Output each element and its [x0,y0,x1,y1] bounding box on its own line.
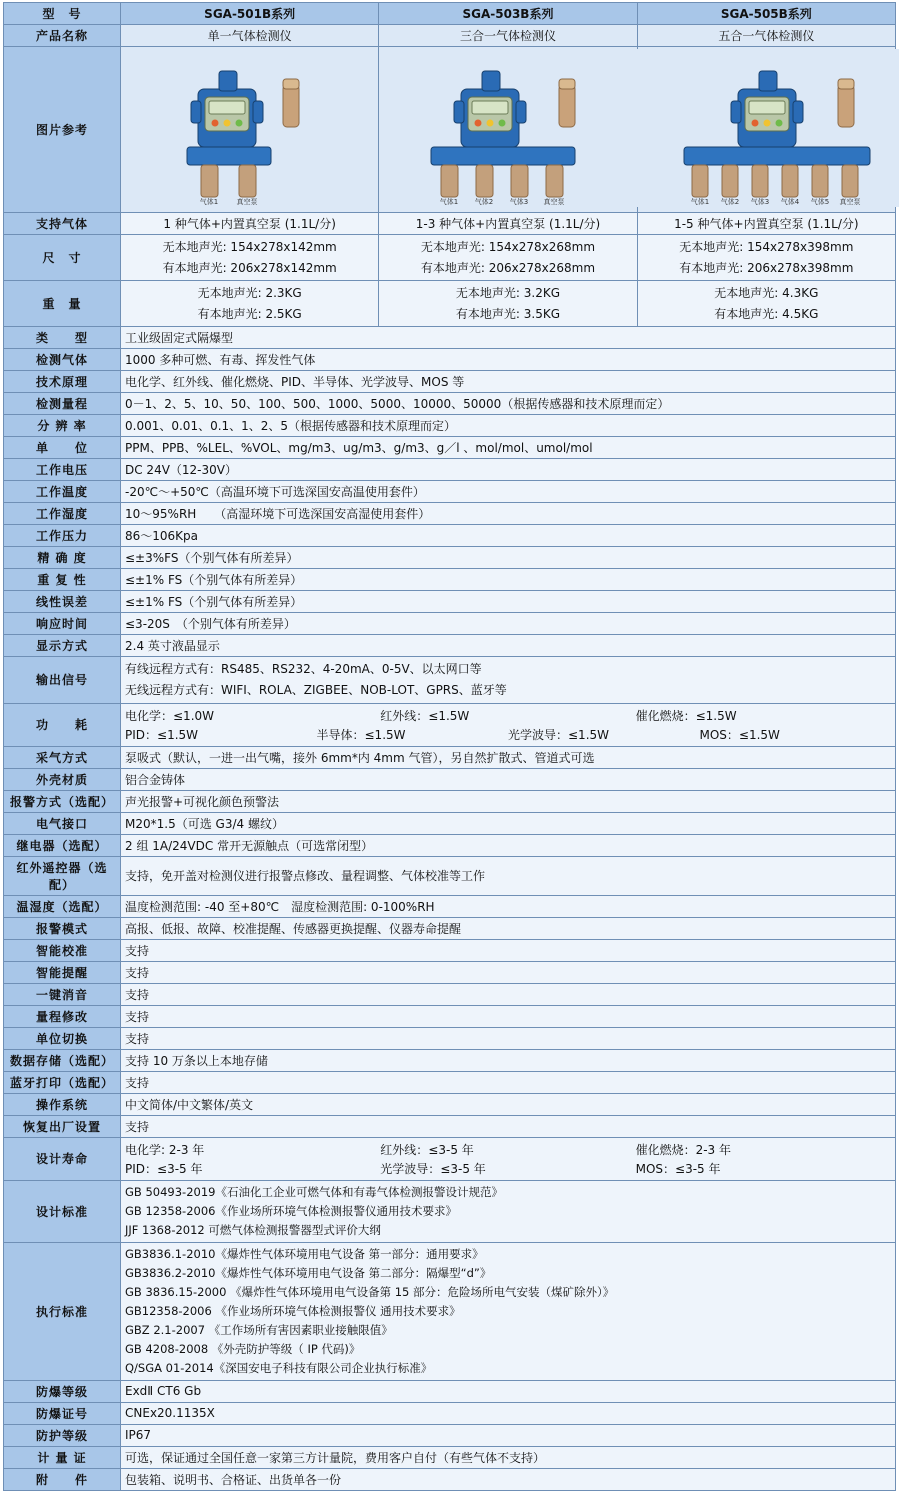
spec-value: 电化学、红外线、催化燃烧、PID、半导体、光学波导、MOS 等 [121,371,896,393]
spec-row [4,1005,896,1027]
spec-row [4,1424,896,1446]
model-col-1: SGA-501B系列 [121,3,379,25]
power-item: 光学波导：≤1.5W [508,727,610,742]
model-col-3: SGA-505B系列 [637,3,895,25]
row-design-life [4,1137,896,1180]
design-standard-list [125,1183,891,1240]
label-weight: 重 量 [4,281,121,327]
spec-row [4,1049,896,1071]
row-support-gas [4,213,896,235]
spec-label: 附 件 [4,1468,121,1490]
svg-text:气体1: 气体1 [440,198,459,206]
spec-label: 检测气体 [4,349,121,371]
spec-value: 高报、低报、故障、校准提醒、传感器更换提醒、仪器寿命提醒 [121,917,896,939]
size-3-line2: 有本地声光: 206x278x398mm [679,260,854,275]
size-1-line2: 有本地声光: 206x278x142mm [162,260,337,275]
list-item: GB 12358-2006《作业场所环境气体检测报警仪通用技术要求》 [125,1204,457,1219]
size-2 [379,235,637,281]
spec-value: 支持 [121,983,896,1005]
spec-row [4,983,896,1005]
power-item: 半导体：≤1.5W [316,727,406,742]
spec-value: ≤3-20S （个别气体有所差异） [121,613,896,635]
detector-illustration-2 [383,49,643,207]
spec-value: IP67 [121,1424,896,1446]
spec-label: 显示方式 [4,635,121,657]
spec-label: 智能提醒 [4,961,121,983]
spec-label: 蓝牙打印（选配） [4,1071,121,1093]
weight-2-line2: 有本地声光: 3.5KG [455,306,561,321]
svg-text:气体3: 气体3 [750,198,769,206]
spec-value: 0.001、0.01、0.1、1、2、5（根据传感器和技术原理而定） [121,415,896,437]
spec-label: 智能校准 [4,939,121,961]
design-life-item: MOS：≤3-5 年 [635,1161,721,1176]
weight-1-line1: 无本地声光: 2.3KG [197,286,302,301]
design-life-item: 催化燃烧：2-3 年 [635,1142,732,1157]
list-item: GB 4208-2008 《外壳防护等级（ IP 代码)》 [125,1342,361,1357]
spec-value: 支持 [121,1071,896,1093]
size-2-line1: 无本地声光: 154x278x268mm [420,240,596,254]
spec-label: 工作湿度 [4,503,121,525]
list-item: GB12358-2006 《作业场所环境气体检测报警仪 通用技术要求》 [125,1304,461,1319]
power-item: 电化学：≤1.0W [125,708,215,723]
support-gas-3: 1-5 种气体+内置真空泵 (1.1L/分) [637,213,895,235]
svg-text:气体1: 气体1 [690,198,709,206]
spec-label: 工作压力 [4,525,121,547]
spec-row [4,613,896,635]
spec-label: 响应时间 [4,613,121,635]
spec-label: 红外遥控器（选配） [4,856,121,895]
label-exec-standard: 执行标准 [4,1242,121,1380]
spec-row [4,1093,896,1115]
label-output-signal: 输出信号 [4,657,121,703]
spec-row [4,856,896,895]
label-power: 功 耗 [4,703,121,746]
spec-row [4,768,896,790]
spec-value: M20*1.5（可选 G3/4 螺纹） [121,812,896,834]
design-standard-value [121,1180,896,1242]
spec-label: 单位切换 [4,1027,121,1049]
svg-text:真空泵: 真空泵 [543,198,565,206]
spec-value: 支持 [121,939,896,961]
spec-value: 10～95%RH （高湿环境下可选深国安高湿使用套件） [121,503,896,525]
exec-standard-value [121,1242,896,1380]
spec-label: 恢复出厂设置 [4,1115,121,1137]
row-power [4,703,896,746]
size-1 [121,235,379,281]
spec-value: ≤±1% FS（个别气体有所差异） [121,569,896,591]
support-gas-2: 1-3 种气体+内置真空泵 (1.1L/分) [379,213,637,235]
product-name-3: 五合一气体检测仪 [637,25,895,47]
spec-row [4,525,896,547]
svg-text:气体2: 气体2 [720,198,739,206]
row-image [4,47,896,213]
design-life-value [121,1137,896,1180]
spec-row [4,481,896,503]
row-design-standard [4,1180,896,1242]
svg-text:气体5: 气体5 [810,198,829,206]
spec-row [4,415,896,437]
spec-row [4,1446,896,1468]
spec-row [4,961,896,983]
list-item: GB3836.1-2010《爆炸性气体环境用电气设备 第一部分：通用要求》 [125,1247,484,1262]
spec-label: 温湿度（选配） [4,895,121,917]
power-line-1 [125,706,891,725]
row-product-name [4,25,896,47]
design-life-line-2 [125,1159,891,1178]
spec-row [4,547,896,569]
spec-row [4,591,896,613]
spec-row [4,569,896,591]
size-2-line2: 有本地声光: 206x278x268mm [420,260,596,275]
label-support-gas: 支持气体 [4,213,121,235]
design-life-item: 红外线：≤3-5 年 [380,1142,474,1157]
spec-label: 电气接口 [4,812,121,834]
label-image: 图片参考 [4,47,121,213]
model-col-2: SGA-503B系列 [379,3,637,25]
spec-label: 防爆等级 [4,1380,121,1402]
row-output-signal [4,657,896,703]
power-item: MOS：≤1.5W [699,727,780,742]
list-item: GBZ 2.1-2007 《工作场所有害因素职业接触限值》 [125,1323,393,1338]
power-item: 红外线：≤1.5W [380,708,470,723]
power-line-2 [125,725,891,744]
spec-row [4,746,896,768]
spec-row [4,895,896,917]
spec-value: 2 组 1A/24VDC 常开无源触点（可选常闭型） [121,834,896,856]
spec-value: 温度检测范围: -40 至+80℃ 湿度检测范围: 0-100%RH [121,895,896,917]
spec-row [4,790,896,812]
weight-3 [637,281,895,327]
spec-row [4,349,896,371]
spec-label: 工作温度 [4,481,121,503]
spec-value: 支持 [121,1027,896,1049]
list-item: GB 50493-2019《石油化工企业可燃气体和有毒气体检测报警设计规范》 [125,1185,503,1200]
spec-value: 包装箱、说明书、合格证、出货单各一份 [121,1468,896,1490]
size-1-line1: 无本地声光: 154x278x142mm [162,240,337,254]
spec-value: 支持 [121,1115,896,1137]
spec-table [3,2,896,1491]
spec-label: 继电器（选配） [4,834,121,856]
spec-row [4,1115,896,1137]
spec-label: 检测量程 [4,393,121,415]
spec-row [4,1027,896,1049]
exec-standard-list [125,1245,891,1378]
spec-row [4,503,896,525]
label-design-life: 设计寿命 [4,1137,121,1180]
spec-row [4,1468,896,1490]
power-item: PID：≤1.5W [125,727,199,742]
spec-value: 1000 多种可燃、有毒、挥发性气体 [121,349,896,371]
spec-value: 支持，免开盖对检测仪进行报警点修改、量程调整、气体校准等工作 [121,856,896,895]
spec-row [4,459,896,481]
weight-2-line1: 无本地声光: 3.2KG [455,286,561,301]
spec-label: 采气方式 [4,746,121,768]
weight-1-line2: 有本地声光: 2.5KG [197,306,302,321]
spec-label: 报警模式 [4,917,121,939]
spec-label: 量程修改 [4,1005,121,1027]
output-signal-value [121,657,896,703]
svg-text:气体3: 气体3 [510,198,529,206]
spec-label: 分 辨 率 [4,415,121,437]
spec-value: 铝合金铸体 [121,768,896,790]
spec-value: ≤±1% FS（个别气体有所差异） [121,591,896,613]
spec-value: 86～106Kpa [121,525,896,547]
product-image-3 [637,47,895,213]
spec-value: 泵吸式（默认，一进一出气嘴，接外 6mm*内 4mm 气管），另自然扩散式、管道式可选 [121,746,896,768]
spec-value: 支持 [121,1005,896,1027]
output-signal-wireless: 无线远程方式有：WIFI、ROLA、ZIGBEE、NOB-LOT、GPRS、蓝牙等 [125,682,507,697]
label-design-standard: 设计标准 [4,1180,121,1242]
spec-label: 防护等级 [4,1424,121,1446]
size-3 [637,235,895,281]
spec-row [4,1071,896,1093]
spec-value: 可选，保证通过全国任意一家第三方计量院，费用客户自付（有些气体不支持） [121,1446,896,1468]
spec-row [4,371,896,393]
weight-3-line1: 无本地声光: 4.3KG [714,286,819,301]
weight-2 [379,281,637,327]
spec-row [4,635,896,657]
spec-value: ExdⅡ CT6 Gb [121,1380,896,1402]
spec-value: 声光报警+可视化颜色预警法 [121,790,896,812]
row-size [4,235,896,281]
spec-label: 技术原理 [4,371,121,393]
row-exec-standard [4,1242,896,1380]
list-item: JJF 1368-2012 可燃气体检测报警器型式评价大纲 [125,1223,381,1238]
spec-label: 报警方式（选配） [4,790,121,812]
output-signal-wired: 有线远程方式有：RS485、RS232、4-20mA、0-5V、以太网口等 [125,662,482,677]
row-model [4,3,896,25]
svg-text:气体1: 气体1 [199,198,218,206]
spec-value: 工业级固定式隔爆型 [121,327,896,349]
product-image-2 [379,47,637,213]
svg-text:气体4: 气体4 [780,198,799,206]
spec-label: 工作电压 [4,459,121,481]
label-product-name: 产品名称 [4,25,121,47]
spec-row [4,327,896,349]
size-3-line1: 无本地声光: 154x278x398mm [679,240,854,254]
power-value [121,703,896,746]
list-item: GB 3836.15-2000 《爆炸性气体环境用电气设备第 15 部分：危险场所电气安装（煤矿除外）》 [125,1285,615,1300]
spec-row [4,812,896,834]
list-item: GB3836.2-2010《爆炸性气体环境用电气设备 第二部分：隔爆型“d”》 [125,1266,492,1281]
spec-label: 单 位 [4,437,121,459]
spec-value: PPM、PPB、%LEL、%VOL、mg/m3、ug/m3、g/m3、g／l 、mol/mol、umol/mol [121,437,896,459]
spec-label: 防爆证号 [4,1402,121,1424]
spec-row [4,393,896,415]
design-life-item: PID：≤3-5 年 [125,1161,203,1176]
product-name-1: 单一气体检测仪 [121,25,379,47]
spec-label: 操作系统 [4,1093,121,1115]
product-image-1 [121,47,379,213]
weight-1 [121,281,379,327]
spec-row [4,1402,896,1424]
support-gas-1: 1 种气体+内置真空泵 (1.1L/分) [121,213,379,235]
spec-value: 0－1、2、5、10、50、100、500、1000、5000、10000、50000（根据传感器和技术原理而定） [121,393,896,415]
weight-3-line2: 有本地声光: 4.5KG [714,306,819,321]
detector-illustration-1 [135,49,365,207]
spec-row [4,437,896,459]
spec-label: 外壳材质 [4,768,121,790]
spec-value: DC 24V（12-30V） [121,459,896,481]
spec-row [4,917,896,939]
detector-illustration-3 [642,49,899,207]
spec-label: 计 量 证 [4,1446,121,1468]
spec-value: CNEx20.1135X [121,1402,896,1424]
design-life-line-1 [125,1140,891,1159]
design-life-item: 电化学: 2-3 年 [125,1142,205,1157]
spec-label: 数据存储（选配） [4,1049,121,1071]
spec-label: 精 确 度 [4,547,121,569]
spec-row [4,939,896,961]
svg-text:气体2: 气体2 [475,198,494,206]
list-item: Q/SGA 01-2014《深国安电子科技有限公司企业执行标准》 [125,1361,433,1376]
spec-label: 一键消音 [4,983,121,1005]
label-model: 型 号 [4,3,121,25]
row-weight [4,281,896,327]
label-size: 尺 寸 [4,235,121,281]
spec-label: 线性误差 [4,591,121,613]
spec-value: ≤±3%FS（个别气体有所差异） [121,547,896,569]
spec-value: 中文简体/中文繁体/英文 [121,1093,896,1115]
spec-row [4,834,896,856]
product-name-2: 三合一气体检测仪 [379,25,637,47]
spec-row [4,1380,896,1402]
spec-label: 类 型 [4,327,121,349]
spec-value: 支持 [121,961,896,983]
spec-label: 重 复 性 [4,569,121,591]
spec-value: 2.4 英寸液晶显示 [121,635,896,657]
svg-text:真空泵: 真空泵 [236,198,258,206]
design-life-item: 光学波导：≤3-5 年 [380,1161,486,1176]
svg-text:真空泵: 真空泵 [839,198,861,206]
spec-value: -20℃～+50℃（高温环境下可选深国安高温使用套件） [121,481,896,503]
power-item: 催化燃烧：≤1.5W [635,708,737,723]
spec-value: 支持 10 万条以上本地存储 [121,1049,896,1071]
